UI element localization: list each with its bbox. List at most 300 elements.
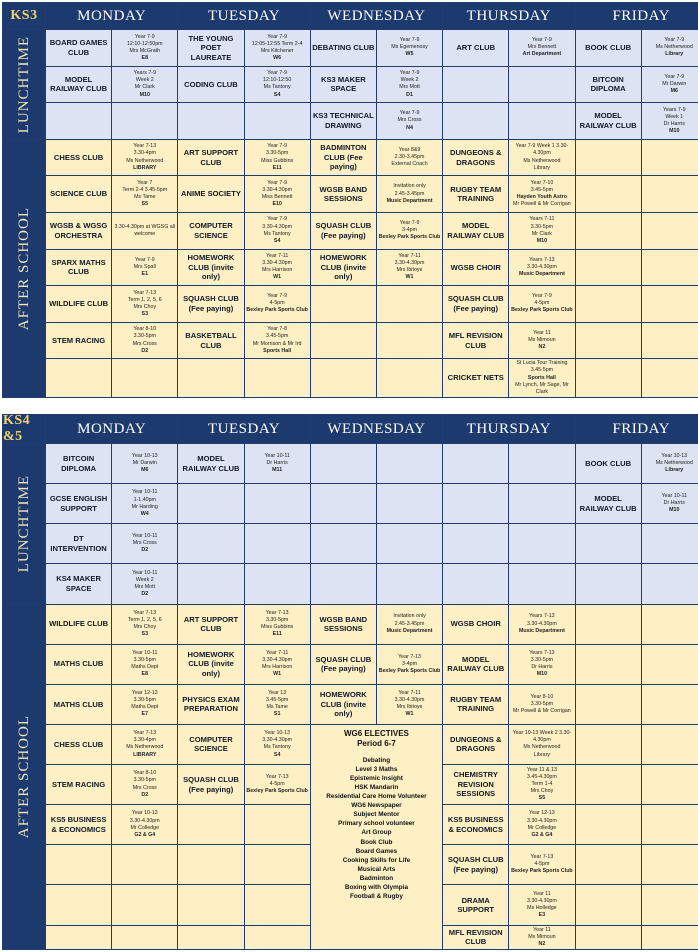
- detail-line: Week 1: [665, 113, 684, 120]
- club-name-cell: [311, 605, 376, 644]
- club-name: HOMEWORK CLUB (invite only): [187, 253, 235, 282]
- club-details-cell: [509, 286, 574, 322]
- detail-line: LIBRARY: [133, 751, 157, 758]
- detail-line: Library: [665, 467, 684, 474]
- club-details-cell: [245, 805, 310, 844]
- detail-line: D2: [141, 547, 149, 554]
- club-details-cell: [509, 524, 574, 563]
- club-details-cell: [377, 645, 442, 684]
- detail-line: M11: [272, 467, 283, 474]
- club-name-cell: [46, 805, 111, 844]
- club-details-cell: [377, 103, 442, 139]
- club-name-cell: [46, 484, 111, 523]
- detail-line: Year 7-9: [399, 70, 420, 77]
- elective-item: Primary school volunteer: [338, 820, 415, 828]
- club-name-cell: [443, 484, 508, 523]
- club-name-cell: [178, 645, 243, 684]
- club-details-cell: [377, 685, 442, 724]
- club-name-cell: [576, 30, 641, 66]
- club-details-cell: [112, 605, 177, 644]
- club-details: [252, 34, 303, 63]
- club-details: [132, 533, 157, 554]
- club-name-cell: [178, 323, 243, 359]
- club-name-cell: [443, 926, 508, 949]
- detail-line: 4-5pm: [534, 300, 550, 307]
- club-details: [529, 216, 554, 245]
- club-name: DEBATING CLUB: [312, 43, 375, 53]
- club-name: SCIENCE CLUB: [50, 189, 108, 199]
- detail-line: 3.30-5pm: [265, 150, 289, 157]
- day-header: FRIDAY: [576, 3, 698, 29]
- club-name-cell: [443, 250, 508, 286]
- club-details-cell: [245, 685, 310, 724]
- detail-line: Maths Dept: [131, 664, 159, 671]
- club-details-cell: [377, 323, 442, 359]
- club-name: MODEL RAILWAY CLUB: [447, 221, 505, 240]
- detail-line: M10: [139, 91, 150, 98]
- detail-line: Year 7-11: [398, 253, 421, 260]
- detail-line: 3.45-4.30pm: [527, 773, 557, 780]
- club-name: KS3 TECHNICAL DRAWING: [312, 111, 374, 130]
- elective-item: Football & Rugby: [349, 893, 403, 901]
- club-details-cell: [245, 885, 310, 924]
- club-name: BADMINTON CLUB (Fee paying): [320, 143, 367, 172]
- club-name: GCSE ENGLISH SUPPORT: [49, 494, 108, 513]
- club-details: [656, 453, 693, 474]
- club-details-cell: [112, 67, 177, 103]
- club-name-cell: [178, 845, 243, 884]
- detail-line: LIBRARY: [133, 164, 157, 171]
- club-name: MFL REVISION CLUB: [448, 331, 503, 350]
- club-details-cell: [245, 286, 310, 322]
- detail-line: Mrs McGrath: [129, 47, 161, 54]
- elective-item: Level 3 Maths: [355, 765, 398, 773]
- detail-line: Miss Bennett: [261, 194, 293, 201]
- day-header: TUESDAY: [178, 415, 309, 443]
- detail-line: Mrs Choy: [530, 788, 554, 795]
- club-details-cell: [642, 725, 698, 764]
- club-name-cell: [576, 484, 641, 523]
- club-name-cell: [311, 250, 376, 286]
- club-details-cell: [112, 30, 177, 66]
- wg6-electives-block: [311, 725, 442, 949]
- club-name-cell: [46, 685, 111, 724]
- club-details-cell: [377, 564, 442, 603]
- elective-item: Epistemic Insight: [349, 774, 403, 782]
- club-name-cell: [178, 67, 243, 103]
- detail-line: Music Department: [518, 270, 565, 277]
- club-name-cell: [576, 323, 641, 359]
- detail-line: M10: [536, 671, 548, 678]
- club-details-cell: [509, 805, 574, 844]
- club-details-cell: [245, 176, 310, 212]
- club-name: CHESS CLUB: [53, 739, 104, 749]
- detail-line: 3.30-4pm: [133, 150, 156, 157]
- club-details-cell: [642, 484, 698, 523]
- club-details-cell: [377, 605, 442, 644]
- detail-line: Mr Powell & Mr Corrigan: [513, 707, 571, 714]
- club-details: [246, 293, 308, 314]
- club-details: [513, 694, 571, 715]
- detail-line: Library: [533, 751, 550, 758]
- detail-line: Mrs Ibitoye: [396, 704, 423, 711]
- club-details: [262, 730, 292, 759]
- club-details-cell: [112, 926, 177, 949]
- club-details-cell: [509, 30, 574, 66]
- club-details-cell: [509, 926, 574, 949]
- club-name: COMPUTER SCIENCE: [189, 221, 233, 240]
- detail-line: Dr Harris: [663, 500, 685, 507]
- club-details: [511, 293, 573, 314]
- detail-line: S4: [273, 237, 281, 244]
- elective-item: Residential Care Home Volunteer: [326, 793, 427, 801]
- club-name: DRAMA SUPPORT: [457, 895, 495, 914]
- club-details-cell: [509, 444, 574, 483]
- detail-line: W4: [140, 510, 149, 517]
- detail-line: Year 7-9: [267, 70, 288, 77]
- elective-item: Book Club: [360, 838, 393, 846]
- club-name-cell: [576, 444, 641, 483]
- club-details: [399, 70, 420, 99]
- detail-line: Year 8-10: [530, 693, 554, 700]
- detail-line: Invitation only: [393, 183, 426, 190]
- club-name: WGSB BAND SESSIONS: [319, 184, 368, 204]
- club-details: [395, 690, 425, 719]
- detail-line: Year 7-9: [399, 110, 420, 117]
- club-name: KS4 MAKER SPACE: [56, 574, 101, 593]
- club-name: SQUASH CLUB (Fee paying): [315, 654, 372, 674]
- club-details-cell: [245, 444, 310, 483]
- detail-line: Year 10-11: [132, 649, 158, 656]
- detail-line: Dr Harris: [531, 664, 553, 671]
- detail-line: Year 10-13: [264, 730, 291, 737]
- club-name-cell: [576, 845, 641, 884]
- club-details-cell: [642, 250, 698, 286]
- club-name: WILDLIFE CLUB: [49, 619, 109, 629]
- detail-line: Ms Netherwood: [655, 459, 693, 466]
- detail-line: Year 12-13: [529, 810, 555, 817]
- club-name-cell: [576, 765, 641, 804]
- club-name: SQUASH CLUB (Fee paying): [183, 294, 239, 313]
- club-details-cell: [642, 67, 698, 103]
- club-name-cell: [311, 140, 376, 176]
- club-details-cell: [245, 140, 310, 176]
- detail-line: Year 7-9: [134, 33, 155, 40]
- detail-line: 3.30-5pm: [265, 616, 289, 623]
- elective-item: Subject Mentor: [353, 811, 400, 819]
- detail-line: Year 7-9: [267, 143, 288, 150]
- detail-line: M10: [536, 237, 548, 244]
- club-details-cell: [112, 444, 177, 483]
- detail-line: W5: [405, 51, 414, 58]
- detail-line: D2: [141, 347, 149, 354]
- club-name-cell: [443, 885, 508, 924]
- detail-line: 2.45-3.45pm: [394, 620, 425, 627]
- club-name-cell: [311, 359, 376, 397]
- detail-line: Mrs Cross: [132, 340, 157, 347]
- club-name-cell: [46, 765, 111, 804]
- detail-line: Sports Hall: [263, 347, 292, 354]
- detail-line: Library: [665, 51, 684, 58]
- detail-line: M6: [141, 467, 149, 474]
- club-details: [397, 110, 421, 131]
- detail-line: E11: [272, 631, 282, 638]
- club-details: [253, 326, 302, 355]
- club-details-cell: [509, 645, 574, 684]
- club-name-cell: [311, 645, 376, 684]
- club-details-cell: [112, 286, 177, 322]
- detail-line: 12:10-12:50pm: [126, 40, 163, 47]
- day-header: MONDAY: [46, 3, 177, 29]
- club-name-cell: [46, 885, 111, 924]
- club-name-cell: [576, 359, 641, 397]
- club-details: [510, 143, 573, 172]
- club-name-cell: [443, 605, 508, 644]
- detail-line: 3-4pm: [402, 660, 418, 667]
- club-name: MODEL RAILWAY CLUB: [50, 74, 108, 94]
- club-name-cell: [443, 645, 508, 684]
- club-name-cell: [178, 605, 243, 644]
- club-name-cell: [576, 524, 641, 563]
- detail-line: Year 10-11: [661, 492, 687, 499]
- club-name: SQUASH CLUB (Fee paying): [447, 294, 504, 313]
- detail-line: 1-1.40pm: [133, 496, 156, 503]
- detail-line: Invitation only: [393, 613, 426, 620]
- detail-line: Year 11 & 13: [526, 766, 557, 773]
- club-details: [126, 143, 163, 172]
- club-details-cell: [112, 524, 177, 563]
- club-details: [133, 326, 157, 355]
- detail-line: Year 13: [268, 690, 287, 697]
- detail-line: Mrs Kitchener: [260, 47, 294, 54]
- club-details: [391, 37, 428, 58]
- detail-line: 3.30-5pm: [530, 700, 554, 707]
- club-details: [387, 183, 433, 204]
- club-details-cell: [245, 926, 310, 949]
- club-details-cell: [245, 645, 310, 684]
- detail-line: Ms Mimoun: [528, 933, 556, 940]
- day-header: TUESDAY: [178, 3, 309, 29]
- club-details: [662, 493, 687, 514]
- club-name: WILDLIFE CLUB: [49, 299, 109, 309]
- club-name-cell: [311, 30, 376, 66]
- club-name-cell: [178, 484, 243, 523]
- detail-line: Year 7-9: [267, 216, 288, 223]
- club-details-cell: [642, 685, 698, 724]
- detail-line: Years 7-13: [529, 649, 555, 656]
- detail-line: Year 10-11: [264, 452, 290, 459]
- club-name-cell: [443, 765, 508, 804]
- club-details: [128, 610, 162, 639]
- detail-line: Year 7-13: [398, 653, 421, 660]
- detail-line: Mrs Cross: [397, 117, 422, 124]
- club-details-cell: [642, 30, 698, 66]
- club-details-cell: [245, 765, 310, 804]
- detail-line: 3.30-4.30pm: [262, 223, 293, 230]
- club-name: MATHS CLUB: [53, 699, 104, 709]
- detail-line: 3.30-5pm: [133, 777, 156, 784]
- club-name-cell: [443, 286, 508, 322]
- detail-line: Year 11: [533, 329, 551, 336]
- detail-line: Term 2-4 3.45-5pm: [122, 187, 168, 193]
- detail-line: Year 11: [533, 890, 551, 897]
- club-name: BOOK CLUB: [585, 43, 632, 53]
- club-details: [127, 34, 163, 63]
- detail-line: E8: [141, 671, 149, 678]
- club-details: [262, 216, 292, 245]
- club-details-cell: [509, 885, 574, 924]
- lunchtime-label: LUNCHTIME: [15, 35, 32, 134]
- club-details: [131, 650, 158, 679]
- detail-line: 3.45-5pm: [530, 367, 554, 374]
- detail-line: 3.30-5pm: [530, 223, 554, 230]
- club-name: ART CLUB: [456, 43, 496, 53]
- club-name: STEM RACING: [52, 779, 106, 789]
- club-name: RUGBY TEAM TRAINING: [450, 184, 502, 204]
- club-name-cell: [576, 645, 641, 684]
- club-details-cell: [642, 103, 698, 139]
- club-details: [266, 690, 288, 719]
- detail-line: Sports Hall: [527, 374, 556, 381]
- club-details: [662, 74, 686, 95]
- club-details-cell: [509, 176, 574, 212]
- club-details: [132, 570, 157, 599]
- detail-line: 3.30-5pm: [133, 697, 156, 704]
- club-details-cell: [112, 564, 177, 603]
- club-name: WGSB BAND SESSIONS: [319, 614, 368, 634]
- detail-line: 3.45-5pm: [265, 697, 289, 704]
- club-name-cell: [443, 725, 508, 764]
- club-details: [513, 180, 571, 209]
- club-details: [529, 650, 554, 679]
- detail-line: Year 7: [137, 179, 153, 186]
- detail-line: Year 10-13 Week 2 3.30-4.30pm: [512, 730, 572, 744]
- detail-line: Miss Gubbins: [261, 157, 294, 164]
- club-name-cell: [443, 140, 508, 176]
- club-name-cell: [46, 605, 111, 644]
- detail-line: Ms Tantony: [263, 84, 291, 91]
- club-name: CHEMISTRY REVISION SESSIONS: [453, 770, 498, 799]
- club-name-cell: [178, 444, 243, 483]
- club-name-cell: [443, 67, 508, 103]
- club-name-cell: [178, 564, 243, 603]
- detail-line: Ms Netherwood: [523, 744, 561, 751]
- club-name-cell: [443, 845, 508, 884]
- detail-line: Year 7-13: [133, 289, 157, 296]
- club-name: BITCOIN DIPLOMA: [61, 454, 97, 473]
- detail-line: 3-4pm: [402, 227, 418, 234]
- club-name-cell: [576, 176, 641, 212]
- elective-item: Board Games: [355, 847, 398, 855]
- detail-line: Year 7-9 Week 1 3.30-4.30pm: [515, 143, 569, 157]
- club-details-cell: [509, 685, 574, 724]
- electives-title: WG6 ELECTIVES: [343, 728, 409, 738]
- club-name-cell: [443, 805, 508, 844]
- club-name-cell: [46, 176, 111, 212]
- detail-line: Maths Dept: [131, 704, 159, 711]
- club-name-cell: [576, 140, 641, 176]
- elective-item: Boxing with Olympia: [344, 884, 409, 891]
- detail-line: D2: [141, 791, 149, 798]
- detail-line: 3.30-5pm: [133, 657, 156, 664]
- ks45-timetable: [2, 414, 698, 950]
- detail-line: Miss Gubbins: [261, 624, 294, 631]
- club-details-cell: [112, 845, 177, 884]
- detail-line: Mrs Ibitoye: [396, 267, 423, 274]
- detail-line: Year 7-9: [267, 179, 288, 186]
- detail-line: Term 1, 2, 5, 6: [127, 296, 162, 303]
- detail-line: Mr Harding: [131, 503, 158, 510]
- detail-line: N4: [406, 124, 413, 131]
- elective-item: Debating: [362, 756, 391, 764]
- club-details-cell: [245, 103, 310, 139]
- elective-item: Art Group: [361, 829, 392, 837]
- club-details-cell: [245, 213, 310, 249]
- club-name-cell: [46, 359, 111, 397]
- club-name-cell: [46, 564, 111, 603]
- club-details-cell: [642, 926, 698, 949]
- detail-line: Year 7-9: [531, 293, 552, 300]
- club-name-cell: [46, 845, 111, 884]
- club-details-cell: [245, 564, 310, 603]
- club-details-cell: [112, 765, 177, 804]
- club-name-cell: [46, 725, 111, 764]
- club-name-cell: [576, 685, 641, 724]
- club-name-cell: [443, 30, 508, 66]
- detail-line: 4-5pm: [269, 781, 285, 788]
- club-name: MODEL RAILWAY CLUB: [579, 111, 637, 130]
- detail-line: N2: [538, 344, 546, 351]
- club-name: HOMEWORK CLUB (invite only): [319, 690, 367, 719]
- detail-line: 3.30-4pm: [133, 737, 156, 744]
- detail-line: E7: [141, 711, 149, 718]
- club-details: [126, 730, 163, 759]
- club-details-cell: [377, 30, 442, 66]
- detail-line: 12:05-12:55 Term 2-4: [251, 40, 303, 47]
- club-name-cell: [443, 359, 508, 397]
- detail-line: M6: [670, 87, 678, 94]
- club-details: [262, 180, 293, 209]
- club-details: [527, 891, 557, 920]
- after-school-section: [3, 140, 45, 397]
- detail-line: Ms Netherwood: [126, 744, 164, 751]
- detail-line: Mrs Choy: [133, 624, 157, 631]
- club-details-cell: [509, 605, 574, 644]
- club-details-cell: [112, 323, 177, 359]
- detail-line: N2: [538, 940, 546, 947]
- detail-line: Year 10-13: [131, 810, 158, 817]
- detail-line: Mr Darwin: [132, 459, 157, 466]
- club-details: [510, 730, 573, 759]
- after-school-section: [3, 605, 45, 949]
- detail-line: 2.45-3.45pm: [394, 190, 425, 197]
- club-details-cell: [377, 140, 442, 176]
- club-details: [262, 650, 292, 679]
- detail-line: Year 8&9: [398, 146, 421, 153]
- club-name-cell: [311, 176, 376, 212]
- detail-line: Years 7-9: [663, 106, 686, 113]
- club-details: [132, 453, 158, 474]
- detail-line: Term 1-4: [531, 781, 553, 788]
- club-details: [132, 489, 158, 518]
- detail-line: Mrs Choy: [133, 303, 157, 310]
- detail-line: Ms Netherwood: [655, 44, 693, 51]
- club-details-cell: [509, 103, 574, 139]
- detail-line: S3: [141, 631, 149, 638]
- lunchtime-section: [3, 30, 45, 139]
- club-details-cell: [642, 213, 698, 249]
- club-name-cell: [311, 103, 376, 139]
